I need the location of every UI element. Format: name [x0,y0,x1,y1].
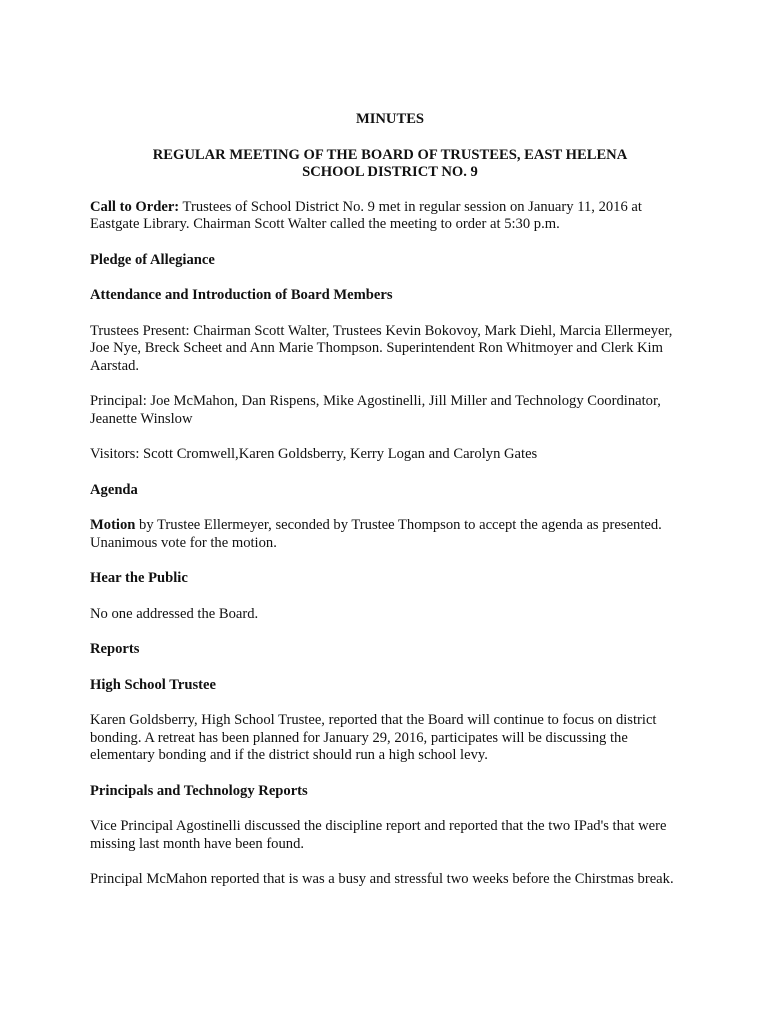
hear-public-heading: Hear the Public [90,570,188,586]
high-school-trustee-heading: High School Trustee [90,676,216,693]
call-to-order-text: Trustees of School District No. 9 met in regular session on January 11, 2016 at Eastgate Library. Chairman Scott Walter called the meeting to order at 5:30 p.m. [90,198,642,232]
principals-paragraph: Principal: Joe McMahon, Dan Rispens, Mike Agostinelli, Jill Miller and Technology Coordinator, Jeanette Winslow [90,393,661,427]
call-to-order-paragraph [90,199,690,234]
subtitle-line-1: REGULAR MEETING OF THE BOARD OF TRUSTEES, EAST HELENA [152,146,628,163]
minutes-document [90,111,690,907]
document-subtitle [90,147,690,182]
visitors-paragraph: Visitors: Scott Cromwell,Karen Goldsberry, Kerry Logan and Carolyn Gates [90,446,538,462]
trustees-present-paragraph: Trustees Present: Chairman Scott Walter, Trustees Kevin Bokovoy, Mark Diehl, Marcia Ellermeyer, Joe Nye, Breck Scheet and Ann Marie Thompson. Superintendent Ron Whitmoyer and Clerk Kim Aarstad. [90,322,673,374]
motion-paragraph [90,517,690,552]
high-school-trustee-paragraph: Karen Goldsberry, High School Trustee, reported that the Board will continue to focus on district bonding. A retreat has been planned for January 29, 2016, participates will be discussing the elementary bonding and if the district should run a high school levy. [90,712,657,763]
agenda-heading: Agenda [90,481,138,498]
hear-public-paragraph: No one addressed the Board. [90,605,259,622]
principals-technology-heading: Principals and Technology Reports [90,782,308,799]
subtitle-line-2: SCHOOL DISTRICT NO. 9 [302,164,478,180]
vice-principal-paragraph: Vice Principal Agostinelli discussed the discipline report and reported that the two IPad's that were missing last month have been found. [90,818,667,852]
pledge-heading: Pledge of Allegiance [90,251,215,268]
motion-label: Motion [90,517,136,533]
motion-text: by Trustee Ellermeyer, seconded by Trustee Thompson to accept the agenda as presented. Unanimous vote for the motion. [90,517,662,551]
reports-heading: Reports [90,641,140,657]
attendance-heading: Attendance and Introduction of Board Members [90,287,393,303]
call-to-order-label: Call to Order: [90,198,180,215]
principal-mcmahon-paragraph: Principal McMahon reported that is was a busy and stressful two weeks before the Chirstmas break. [90,871,674,887]
document-title: MINUTES [355,111,425,127]
